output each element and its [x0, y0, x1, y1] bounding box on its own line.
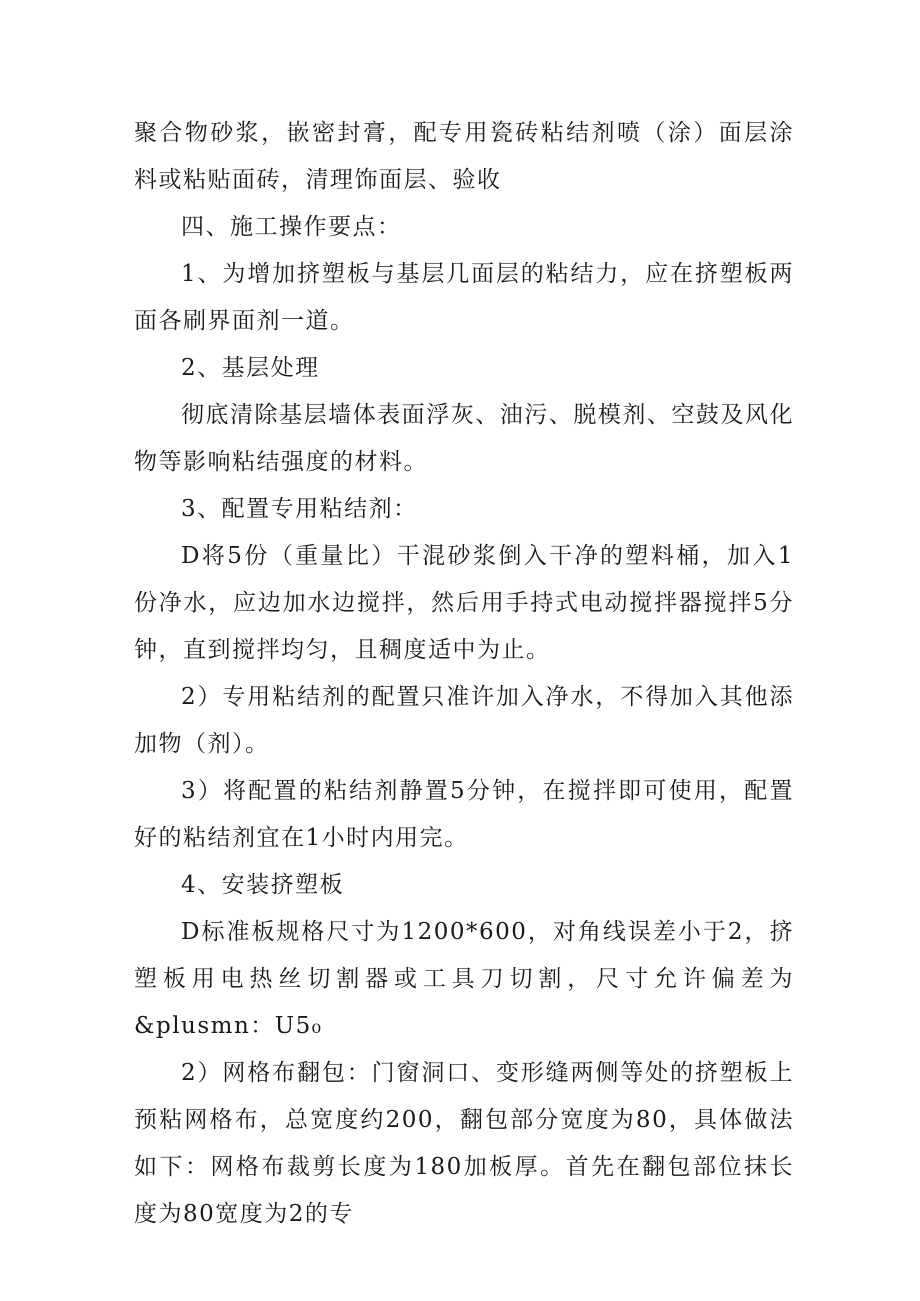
paragraph: 2）专用粘结剂的配置只准许加入净水，不得加入其他添加物（剂）。 — [134, 684, 794, 757]
subsection-heading: 3、配置专用粘结剂： — [181, 496, 418, 522]
subsection-heading: 4、安装挤塑板 — [181, 872, 345, 898]
document-body — [134, 110, 794, 1238]
paragraph: 彻底清除基层墙体表面浮灰、油污、脱模剂、空鼓及风化物等影响粘结强度的材料。 — [134, 402, 794, 475]
paragraph: 3）将配置的粘结剂静置5分钟，在搅拌即可使用，配置好的粘结剂宜在1小时内用完。 — [134, 778, 794, 851]
section-heading: 四、施工操作要点： — [181, 214, 402, 240]
subsection-heading: 2、基层处理 — [181, 355, 320, 381]
paragraph: 2）网格布翻包：门窗洞口、变形缝两侧等处的挤塑板上预粘网格布，总宽度约200，翻包部分宽度为80，具体做法如下：网格布裁剪长度为180加板厚。首先在翻包部位抹长度为80宽度为2的专 — [134, 1060, 794, 1227]
paragraph: 1、为增加挤塑板与基层几面层的粘结力，应在挤塑板两面各刷界面剂一道。 — [134, 261, 794, 334]
paragraph: 聚合物砂浆，嵌密封膏，配专用瓷砖粘结剂喷（涂）面层涂料或粘贴面砖，清理饰面层、验收 — [134, 120, 794, 193]
paragraph: D将5份（重量比）干混砂浆倒入干净的塑料桶，加入1份净水，应边加水边搅拌，然后用手持式电动搅拌器搅拌5分钟，直到搅拌均匀，且稠度适中为止。 — [134, 543, 794, 663]
paragraph: D标准板规格尺寸为1200*600，对角线误差小于2，挤塑板用电热丝切割器或工具刀切割，尺寸允许偏差为&plusmn：U5₀ — [134, 919, 794, 1039]
